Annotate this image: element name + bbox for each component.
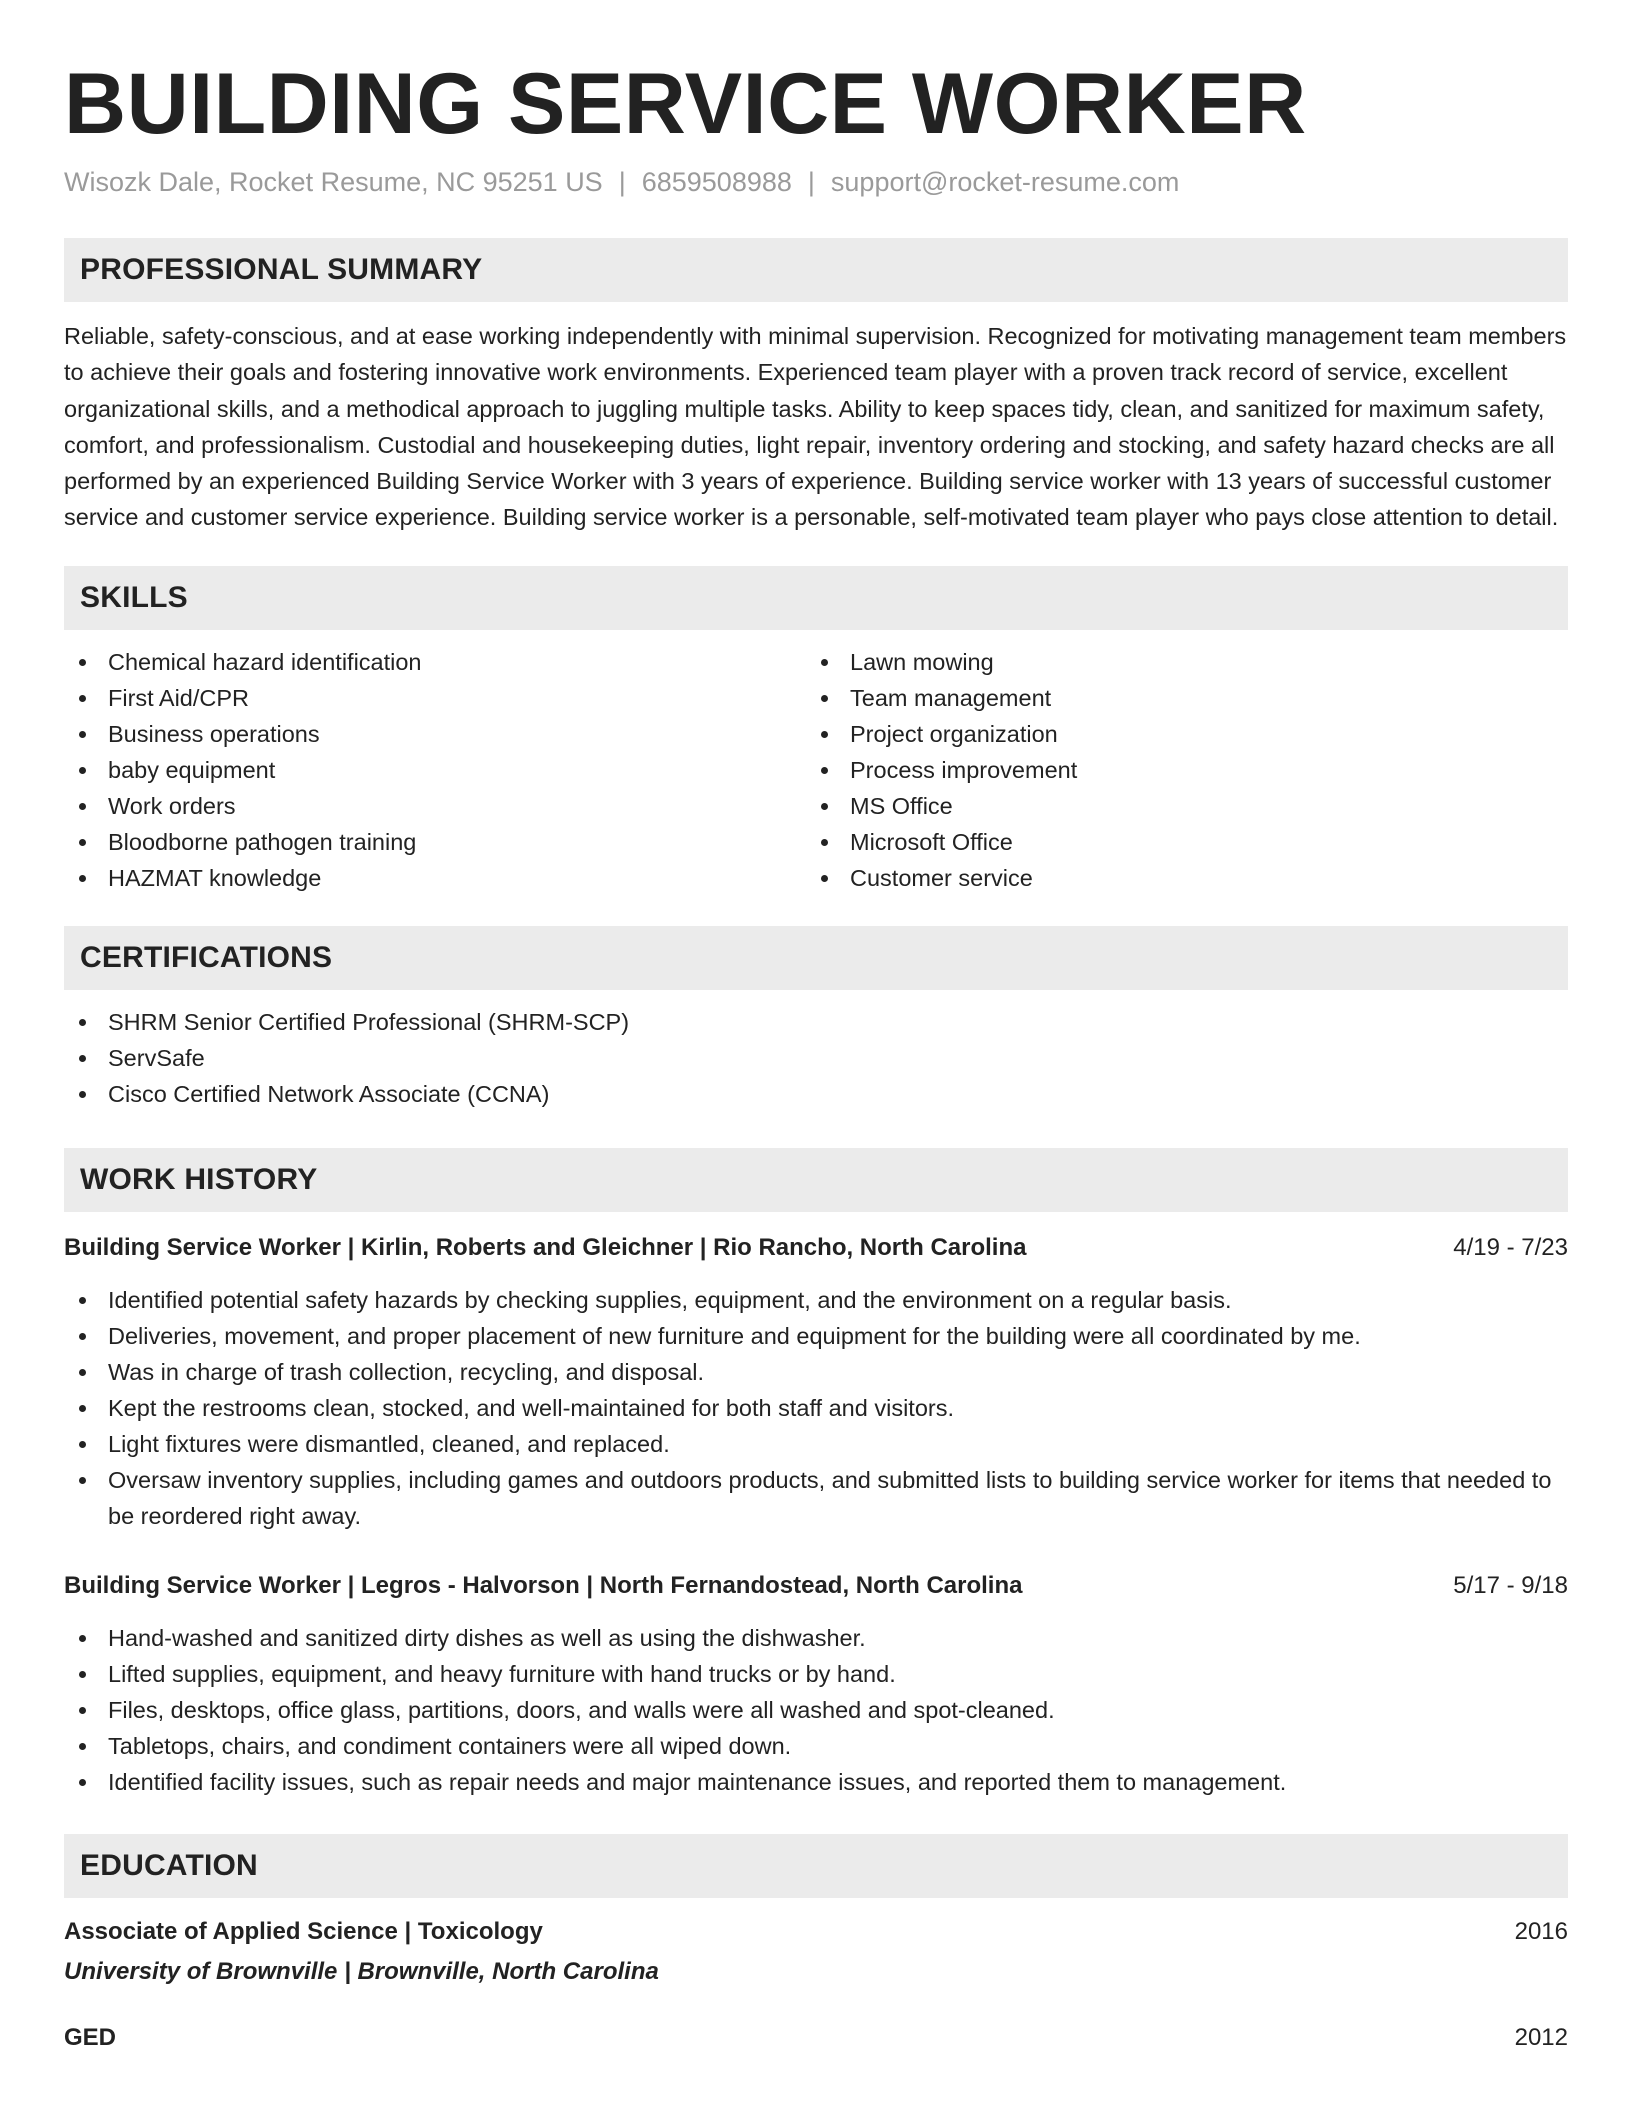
certification-item: ServSafe <box>64 1040 1568 1076</box>
job-duty: Identified facility issues, such as repair needs and major maintenance issues, and reported them to management. <box>64 1764 1568 1800</box>
section-header-certifications: CERTIFICATIONS <box>64 926 1568 990</box>
section-header-work-history: WORK HISTORY <box>64 1148 1568 1212</box>
job-entry <box>64 1568 1568 1800</box>
job-dates: 5/17 - 9/18 <box>1453 1571 1568 1599</box>
skill-item: Bloodborne pathogen training <box>64 824 806 860</box>
job-duty: Identified potential safety hazards by checking supplies, equipment, and the environment on a regular basis. <box>64 1282 1568 1318</box>
contact-separator: | <box>807 167 815 197</box>
education-year: 2012 <box>1514 2023 1568 2051</box>
contact-line <box>64 164 1568 200</box>
contact-phone: 6859508988 <box>641 167 792 197</box>
job-duty: Tabletops, chairs, and condiment containers were all wiped down. <box>64 1728 1568 1764</box>
job-duty: Hand-washed and sanitized dirty dishes as well as using the dishwasher. <box>64 1620 1568 1656</box>
contact-email[interactable]: support@rocket-resume.com <box>830 167 1180 197</box>
education-degree: GED <box>64 2023 117 2051</box>
certification-item: Cisco Certified Network Associate (CCNA) <box>64 1076 1568 1112</box>
section-header-skills: SKILLS <box>64 566 1568 630</box>
skill-item: Microsoft Office <box>806 824 1548 860</box>
education-year: 2016 <box>1514 1917 1568 1945</box>
job-duty: Oversaw inventory supplies, including games and outdoors products, and submitted lists to building service worker for items that needed to be reordered right away. <box>64 1462 1568 1534</box>
skill-item: Business operations <box>64 716 806 752</box>
job-dates: 4/19 - 7/23 <box>1453 1233 1568 1261</box>
summary-text: Reliable, safety-conscious, and at ease working independently with minimal supervision. Recognized for motivating management team members to achieve their goals and fostering innovative work environments. Experienced team player with a proven track record of service, excellent organizational skills, and a methodical approach to juggling multiple tasks. Ability to keep spaces tidy, clean, and sanitized for maximum safety, comfort, and professionalism. Custodial and housekeeping duties, light repair, inventory ordering and stocking, and safety hazard checks are all performed by an experienced Building Service Worker with 3 years of experience. Building service worker with 13 years of successful customer service and customer service experience. Building service worker is a personable, self-motivated team player who pays close attention to detail. <box>64 323 1567 531</box>
education-header <box>64 1914 1568 1950</box>
job-duties <box>64 1282 1568 1534</box>
skill-item: Customer service <box>806 860 1548 896</box>
job-entry <box>64 1230 1568 1534</box>
job-duties <box>64 1620 1568 1800</box>
skill-item: Process improvement <box>806 752 1548 788</box>
contact-address: Wisozk Dale, Rocket Resume, NC 95251 US <box>64 167 603 197</box>
candidate-name: BUILDING SERVICE WORKER <box>64 56 1307 152</box>
education-school: University of Brownville | Brownville, North Carolina <box>64 1957 659 1985</box>
skill-item: Project organization <box>806 716 1548 752</box>
skills-column-left <box>64 644 806 896</box>
resume-page <box>64 0 1568 2056</box>
job-duty: Kept the restrooms clean, stocked, and well-maintained for both staff and visitors. <box>64 1390 1568 1426</box>
skill-item: Lawn mowing <box>806 644 1548 680</box>
education-degree: Associate of Applied Science | Toxicology <box>64 1917 543 1945</box>
skill-item: First Aid/CPR <box>64 680 806 716</box>
skill-item: HAZMAT knowledge <box>64 860 806 896</box>
certifications-list <box>64 1004 1568 1112</box>
skills-list <box>64 644 1568 896</box>
job-duty: Lifted supplies, equipment, and heavy furniture with hand trucks or by hand. <box>64 1656 1568 1692</box>
job-duty: Deliveries, movement, and proper placement of new furniture and equipment for the building were all coordinated by me. <box>64 1318 1568 1354</box>
job-title: Building Service Worker | Kirlin, Roberts and Gleichner | Rio Rancho, North Carolina <box>64 1233 1027 1261</box>
job-header <box>64 1568 1568 1604</box>
job-duty: Files, desktops, office glass, partitions, doors, and walls were all washed and spot-cleaned. <box>64 1692 1568 1728</box>
skills-column-right <box>806 644 1548 896</box>
job-duty: Was in charge of trash collection, recycling, and disposal. <box>64 1354 1568 1390</box>
skill-item: Work orders <box>64 788 806 824</box>
job-title: Building Service Worker | Legros - Halvorson | North Fernandostead, North Carolina <box>64 1571 1023 1599</box>
skill-item: baby equipment <box>64 752 806 788</box>
job-duty: Light fixtures were dismantled, cleaned, and replaced. <box>64 1426 1568 1462</box>
section-header-summary: PROFESSIONAL SUMMARY <box>64 238 1568 302</box>
education-entry <box>64 1914 1568 1990</box>
certification-item: SHRM Senior Certified Professional (SHRM-SCP) <box>64 1004 1568 1040</box>
contact-separator: | <box>618 167 626 197</box>
education-entry <box>64 2020 1568 2056</box>
job-header <box>64 1230 1568 1266</box>
skill-item: Team management <box>806 680 1548 716</box>
skill-item: MS Office <box>806 788 1548 824</box>
section-header-education: EDUCATION <box>64 1834 1568 1898</box>
education-header <box>64 2020 1568 2056</box>
skill-item: Chemical hazard identification <box>64 644 806 680</box>
